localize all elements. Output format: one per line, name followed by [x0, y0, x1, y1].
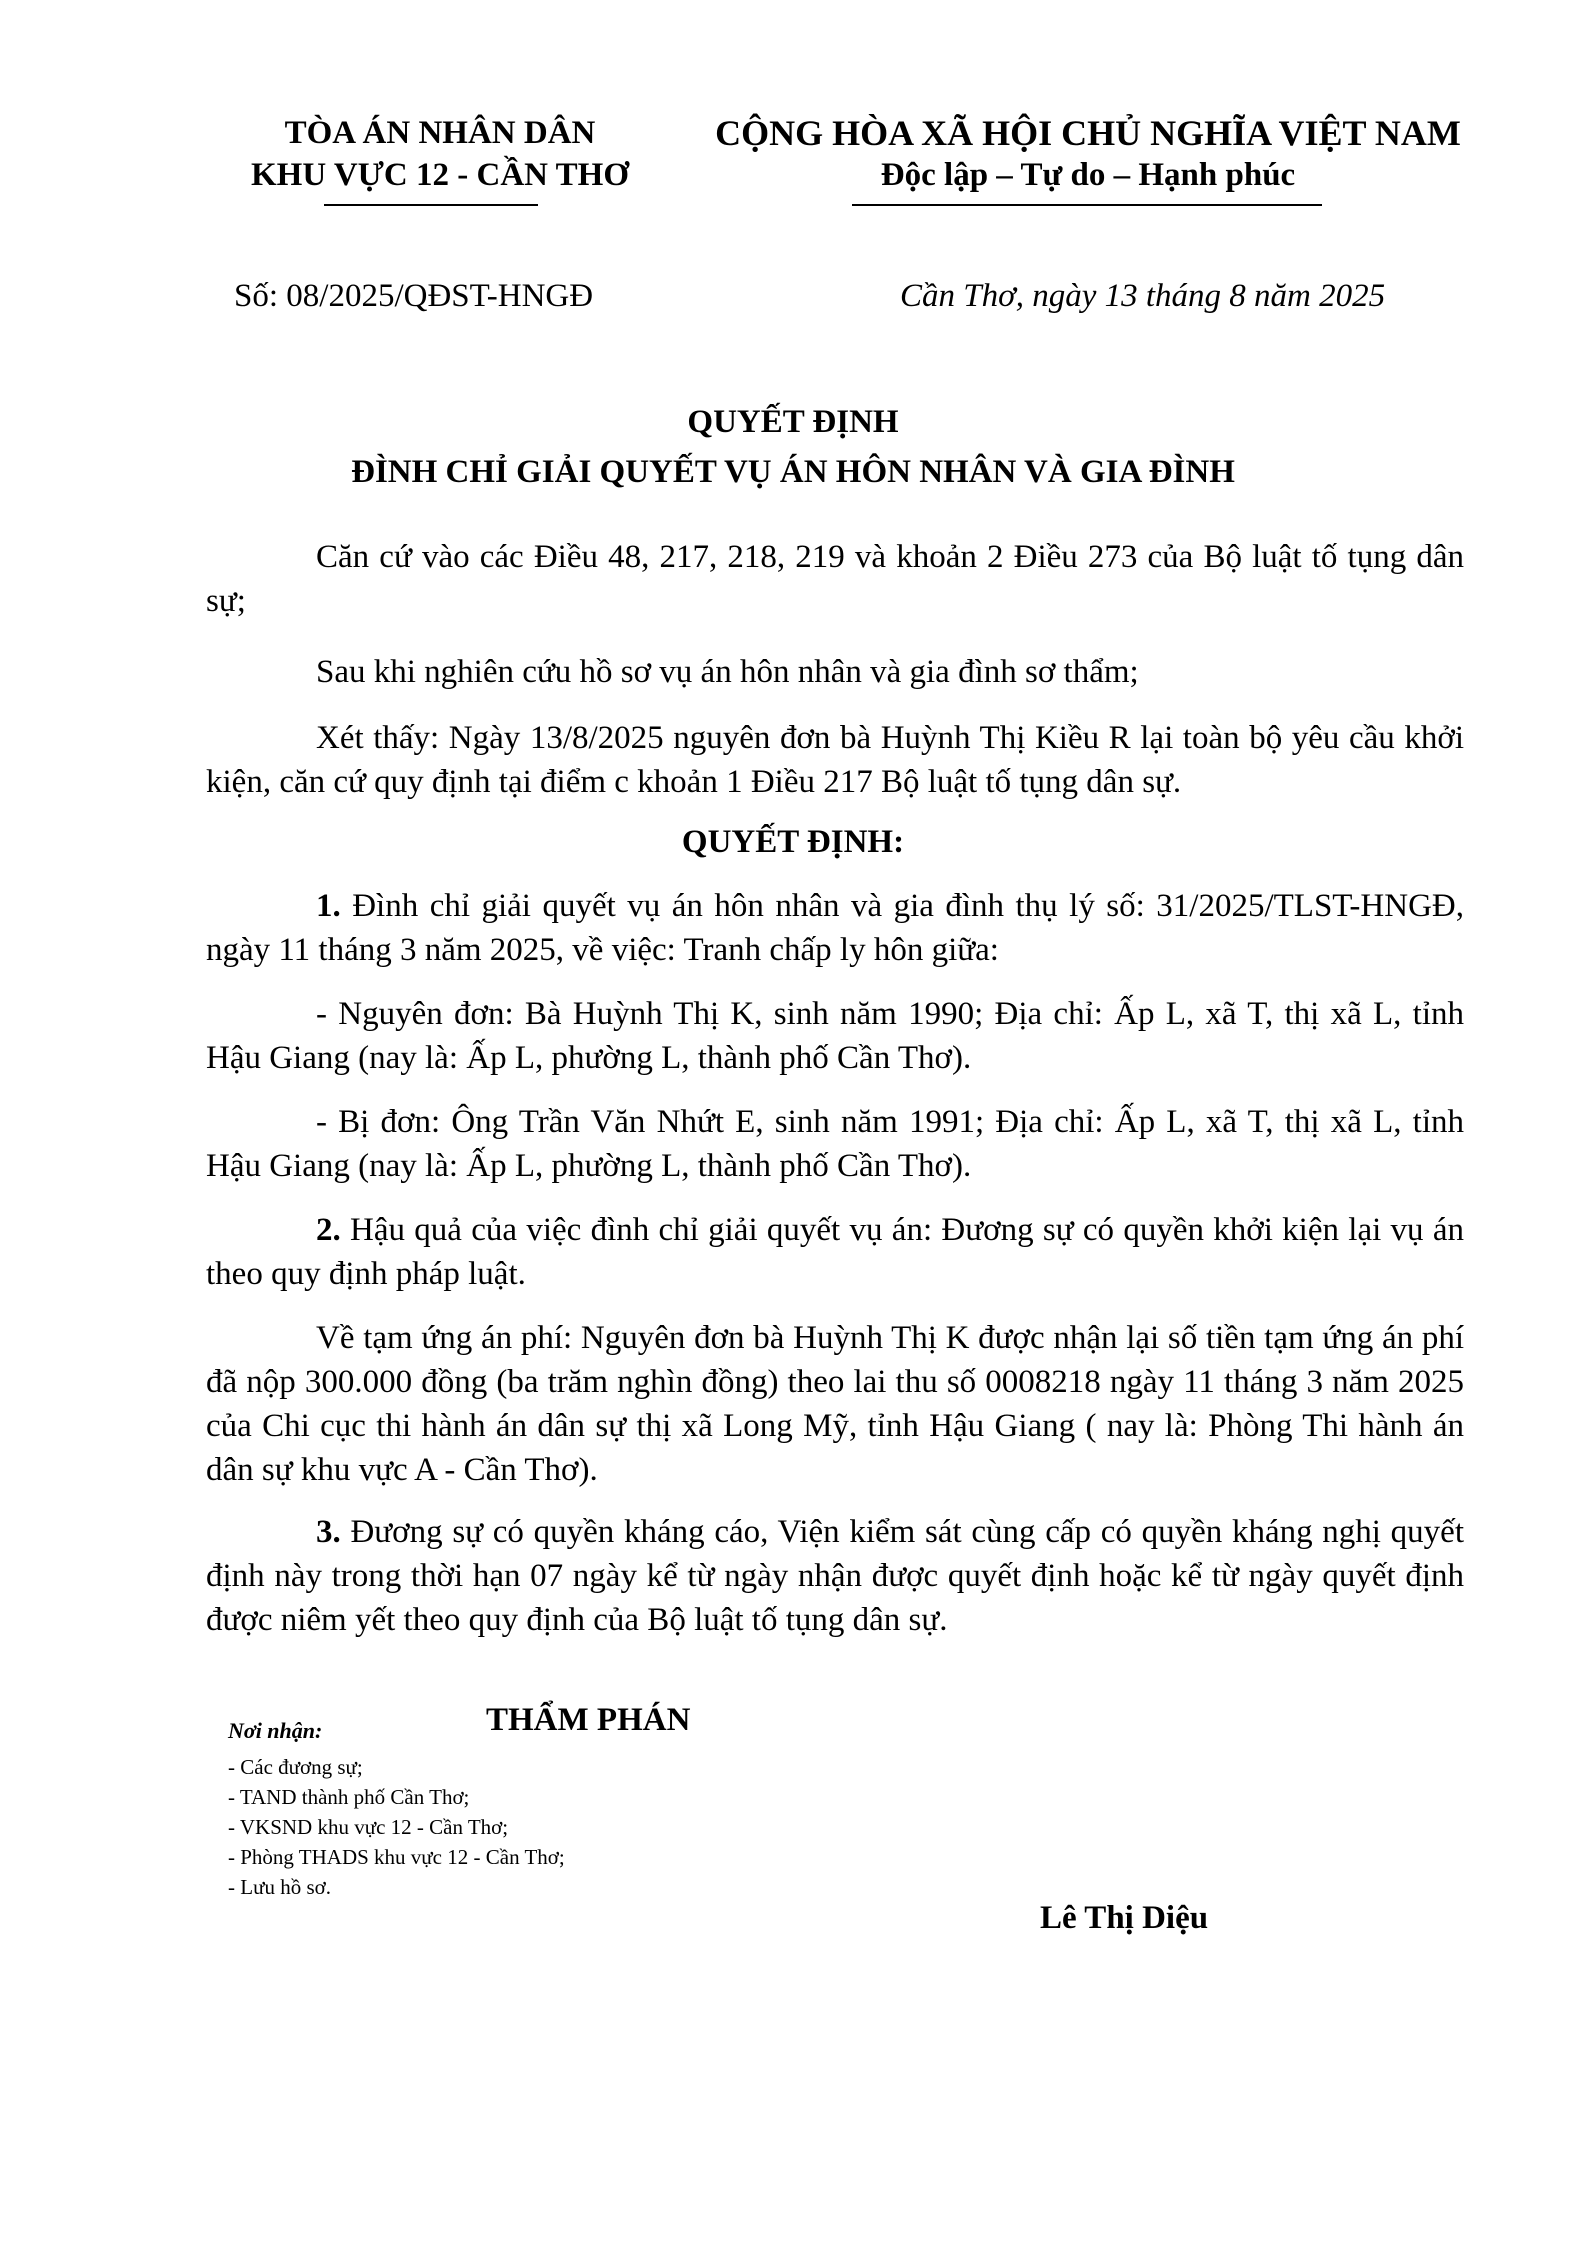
- item-3-text: Đương sự có quyền kháng cáo, Viện kiểm sát cùng cấp có quyền kháng nghị quyết định này trong thời hạn 07 ngày kể từ ngày nhận được quyết định hoặc kể từ ngày quyết định được niêm yết theo quy định của Bộ luật tố tụng dân sự.: [206, 1514, 1464, 1638]
- recipient-item: - VKSND khu vực 12 - Cần Thơ;: [228, 1815, 509, 1839]
- defendant-info: - Bị đơn: Ông Trần Văn Nhứt E, sinh năm 1991; Địa chỉ: Ấp L, xã T, thị xã L, tỉnh Hậu Giang (nay là: Ấp L, phường L, thành phố Cần Thơ).: [206, 1104, 1464, 1184]
- recipient-item: - TAND thành phố Cần Thơ;: [228, 1785, 470, 1809]
- judge-name: Lê Thị Diệu: [1040, 1900, 1209, 1936]
- item-1-text: Đình chỉ giải quyết vụ án hôn nhân và gia đình thụ lý số: 31/2025/TLST-HNGĐ, ngày 11 tháng 3 năm 2025, về việc: Tranh chấp ly hôn giữa:: [206, 888, 1464, 968]
- recipient-item: - Các đương sự;: [228, 1755, 363, 1779]
- preamble-legal-basis: Căn cứ vào các Điều 48, 217, 218, 219 và khoản 2 Điều 273 của Bộ luật tố tụng dân sự;: [206, 539, 1464, 619]
- item-1-number: 1.: [316, 888, 341, 924]
- nation-name: CỘNG HÒA XÃ HỘI CHỦ NGHĨA VIỆT NAM: [715, 113, 1461, 153]
- motto-underline: [852, 204, 1322, 206]
- plaintiff-info: - Nguyên đơn: Bà Huỳnh Thị K, sinh năm 1990; Địa chỉ: Ấp L, xã T, thị xã L, tỉnh Hậu Giang (nay là: Ấp L, phường L, thành phố Cần Thơ).: [206, 996, 1464, 1076]
- item-2-number: 2.: [316, 1212, 341, 1248]
- recipient-item: - Lưu hồ sơ.: [228, 1875, 331, 1899]
- judge-title: THẨM PHÁN: [486, 1702, 691, 1738]
- document-subtitle: ĐÌNH CHỈ GIẢI QUYẾT VỤ ÁN HÔN NHÂN VÀ GIA ĐÌNH: [351, 454, 1235, 490]
- court-name-line1: TÒA ÁN NHÂN DÂN: [284, 115, 596, 151]
- document-number: Số: 08/2025/QĐST-HNGĐ: [234, 278, 594, 314]
- place-date: Cần Thơ, ngày 13 tháng 8 năm 2025: [900, 278, 1386, 314]
- national-motto: [688, 112, 1488, 196]
- decision-heading: QUYẾT ĐỊNH:: [681, 824, 905, 860]
- recipient-item: - Phòng THADS khu vực 12 - Cần Thơ;: [228, 1845, 565, 1869]
- item-2-text: Hậu quả của việc đình chỉ giải quyết vụ án: Đương sự có quyền khởi kiện lại vụ án theo quy định pháp luật.: [206, 1212, 1464, 1292]
- recipients-label: Nơi nhận:: [228, 1718, 323, 1743]
- decision-item-3: [206, 1510, 1464, 1642]
- motto: Độc lập – Tự do – Hạnh phúc: [880, 157, 1296, 193]
- recipients-list: [228, 1752, 565, 1902]
- preamble-consideration: Xét thấy: Ngày 13/8/2025 nguyên đơn bà Huỳnh Thị Kiều R lại toàn bộ yêu cầu khởi kiện, căn cứ quy định tại điểm c khoản 1 Điều 217 Bộ luật tố tụng dân sự.: [206, 720, 1464, 800]
- decision-item-1: [206, 884, 1464, 972]
- item-3-number: 3.: [316, 1514, 341, 1550]
- court-name-underline: [324, 204, 538, 206]
- court-fee-paragraph: Về tạm ứng án phí: Nguyên đơn bà Huỳnh Thị K được nhận lại số tiền tạm ứng án phí đã nộp 300.000 đồng (ba trăm nghìn đồng) theo lai thu số 0008218 ngày 11 tháng 3 năm 2025 của Chi cục thi hành án dân sự thị xã Long Mỹ, tỉnh Hậu Giang ( nay là: Phòng Thi hành án dân sự khu vực A - Cần Thơ).: [206, 1320, 1464, 1488]
- document-title: QUYẾT ĐỊNH: [687, 404, 899, 440]
- decision-item-2: [206, 1208, 1464, 1296]
- preamble-review: Sau khi nghiên cứu hồ sơ vụ án hôn nhân và gia đình sơ thẩm;: [316, 654, 1139, 690]
- court-name: [200, 112, 680, 196]
- court-name-line2: KHU VỰC 12 - CẦN THƠ: [251, 157, 629, 193]
